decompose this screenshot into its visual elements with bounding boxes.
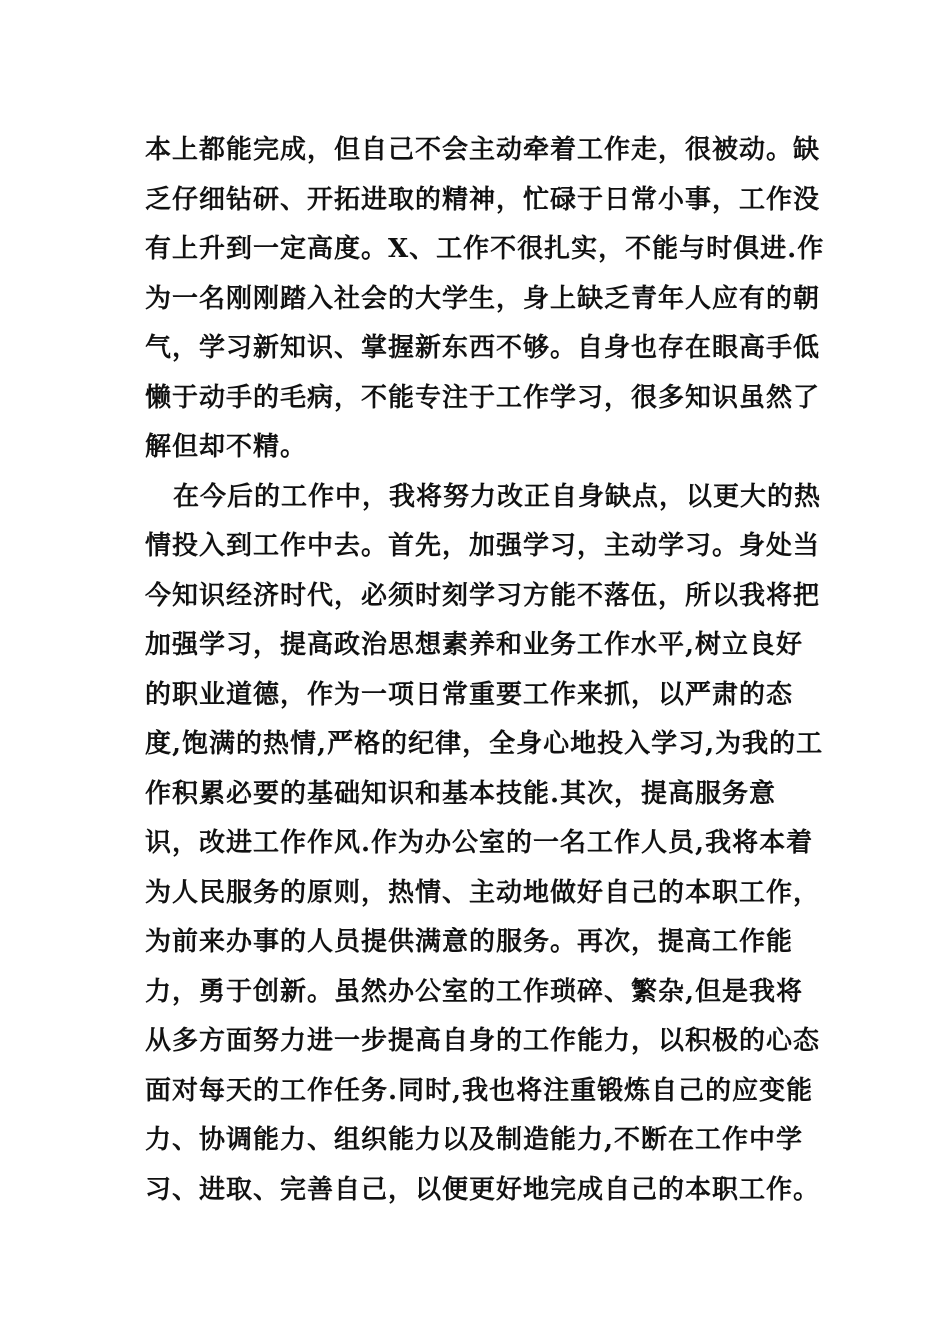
- paragraph-improvement-plan: 在今后的工作中，我将努力改正自身缺点，以更大的热情投入到工作中去。首先，加强学习，主动学习。身处当今知识经济时代，必须时刻学习方能不落伍，所以我将把加强学习，提高政治思想素养和业务工作水平,树立良好的职业道德，作为一项日常重要工作来抓，以严肃的态度,饱满的热情,严格的纪律，全身心地投入学习,为我的工作积累必要的基础知识和基本技能.其次，提高服务意识，改进工作作风.作为办公室的一名工作人员,我将本着为人民服务的原则，热情、主动地做好自己的本职工作，为前来办事的人员提供满意的服务。再次，提高工作能力，勇于创新。虽然办公室的工作琐碎、繁杂,但是我将从多方面努力进一步提高自身的工作能力，以积极的心态面对每天的工作任务.同时,我也将注重锻炼自己的应变能力、协调能力、组织能力以及制造能力,不断在工作中学习、进取、完善自己，以便更好地完成自己的本职工作。: [145, 481, 824, 1205]
- paragraph-continuation: 本上都能完成，但自己不会主动牵着工作走，很被动。缺乏仔细钻研、开拓进取的精神，忙碌于日常小事，工作没有上升到一定高度。X、工作不很扎实，不能与时俱进.作为一名刚刚踏入社会的大学生，身上缺乏青年人应有的朝气，学习新知识、掌握新东西不够。自身也存在眼高手低懒于动手的毛病，不能专注于工作学习，很多知识虽然了解但却不精。: [145, 135, 825, 462]
- document-body: [145, 126, 825, 1215]
